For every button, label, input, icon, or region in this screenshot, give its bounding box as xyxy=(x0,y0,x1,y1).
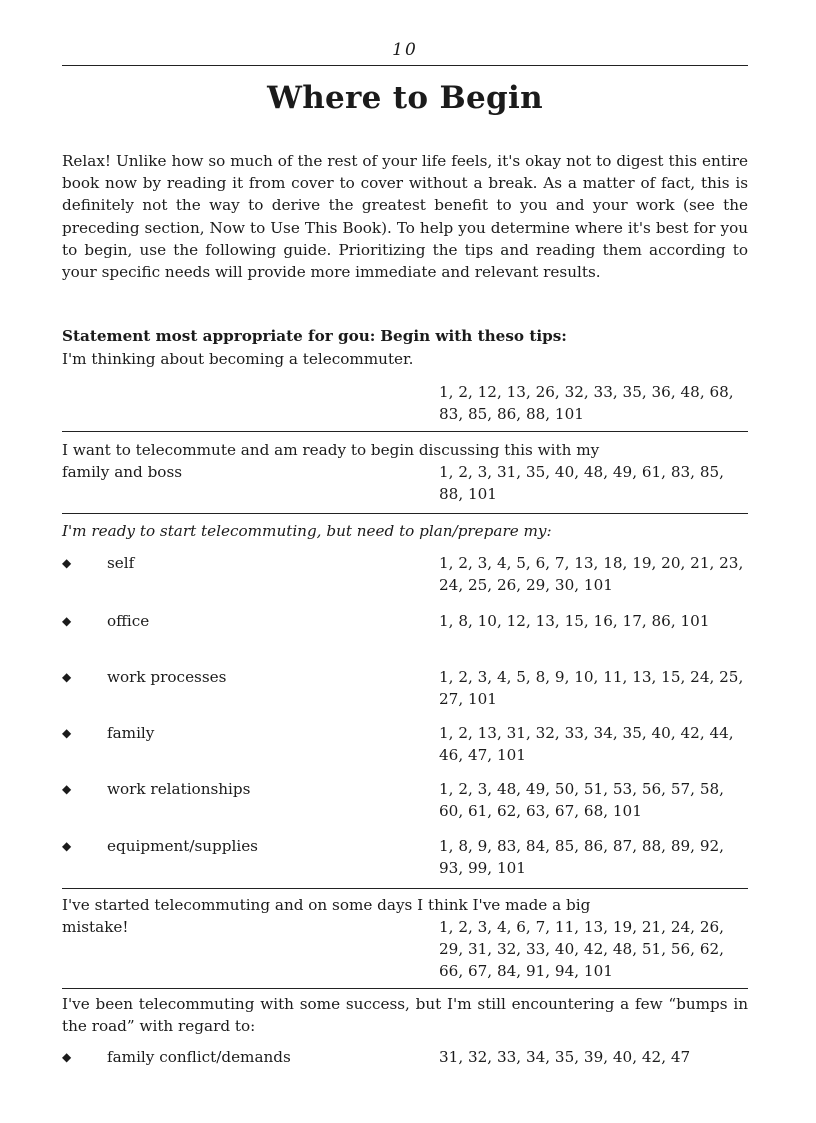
guide-header xyxy=(62,325,748,347)
diamond-bullet-icon: ◆ xyxy=(62,726,72,740)
section-1-tips: 1, 2, 12, 13, 26, 32, 33, 35, 36, 48, 68, 83, 85, 86, 88, 101 xyxy=(439,383,734,423)
page-number: 10 xyxy=(392,40,418,60)
section-divider xyxy=(62,988,748,989)
section-4-tips: 1, 2, 3, 4, 6, 7, 11, 13, 19, 21, 24, 26, 29, 31, 32, 33, 40, 42, 48, 51, 56, 62, 66, 67, 84, 91, 94, 101 xyxy=(439,918,724,980)
topic-tips: 31, 32, 33, 34, 35, 39, 40, 42, 47 xyxy=(439,1048,691,1066)
section-divider xyxy=(62,431,748,432)
diamond-bullet-icon: ◆ xyxy=(62,782,72,796)
topic-label: equipment/supplies xyxy=(107,837,258,855)
guide-header-statement: Statement most appropriate for gou: xyxy=(62,327,376,345)
diamond-bullet-icon: ◆ xyxy=(62,614,72,628)
section-divider xyxy=(62,513,748,514)
guide-header-begin: Begin with theso tips: xyxy=(380,327,567,345)
section-2-row xyxy=(62,461,748,503)
section-3-statement: I'm ready to start telecommuting, but need to plan/prepare my: xyxy=(62,522,552,540)
topic-label: self xyxy=(107,554,135,572)
section-4-row xyxy=(62,916,748,980)
topic-label: family conflict/demands xyxy=(107,1048,291,1066)
topic-label: office xyxy=(107,612,150,630)
diamond-bullet-icon: ◆ xyxy=(62,1050,72,1064)
intro-paragraph: Relax! Unlike how so much of the rest of your life feels, it's okay not to digest this entire book now by reading it from cover to cover without a break. As a matter of fact, this is definitely not the way to derive the greatest benefit to you and your work (see the preceding section, Now to Use This Book). To help you determine where it's best for you to begin, use the following guide. Prioritizing the tips and reading them according to your specific needs will provide more immediate and relevant results. xyxy=(62,152,748,282)
section-divider xyxy=(62,888,748,889)
topic-label: work processes xyxy=(107,668,227,686)
section-4-statement-line1: I've started telecommuting and on some days I think I've made a big xyxy=(62,896,591,914)
section-2-statement-line1: I want to telecommute and am ready to begin discussing this with my xyxy=(62,441,600,459)
section-2-tips: 1, 2, 3, 31, 35, 40, 48, 49, 61, 83, 85, 88, 101 xyxy=(439,463,724,503)
section-5-statement: I've been telecommuting with some success, but I'm still encountering a few “bumps in the road” with regard to: xyxy=(62,995,748,1035)
topic-tips: 1, 2, 3, 48, 49, 50, 51, 53, 56, 57, 58, 60, 61, 62, 63, 67, 68, 101 xyxy=(439,780,724,820)
topic-label: family xyxy=(107,724,155,742)
topic-tips: 1, 2, 3, 4, 5, 8, 9, 10, 11, 13, 15, 24, 25, 27, 101 xyxy=(439,668,744,708)
section-1-statement: I'm thinking about becoming a telecommuter. xyxy=(62,350,414,368)
diamond-bullet-icon: ◆ xyxy=(62,556,72,570)
diamond-bullet-icon: ◆ xyxy=(62,839,72,853)
header-rule xyxy=(62,65,748,66)
topic-tips: 1, 2, 13, 31, 32, 33, 34, 35, 40, 42, 44, 46, 47, 101 xyxy=(439,724,734,764)
topic-tips: 1, 8, 9, 83, 84, 85, 86, 87, 88, 89, 92, 93, 99, 101 xyxy=(439,837,724,877)
topic-tips: 1, 2, 3, 4, 5, 6, 7, 13, 18, 19, 20, 21, 23, 24, 25, 26, 29, 30, 101 xyxy=(439,554,744,594)
section-2-statement-line2: family and boss xyxy=(62,463,183,481)
topic-tips: 1, 8, 10, 12, 13, 15, 16, 17, 86, 101 xyxy=(439,612,710,630)
diamond-bullet-icon: ◆ xyxy=(62,670,72,684)
topic-label: work relationships xyxy=(107,780,251,798)
page-title: Where to Begin xyxy=(267,80,543,116)
section-4-statement-line2: mistake! xyxy=(62,918,129,936)
